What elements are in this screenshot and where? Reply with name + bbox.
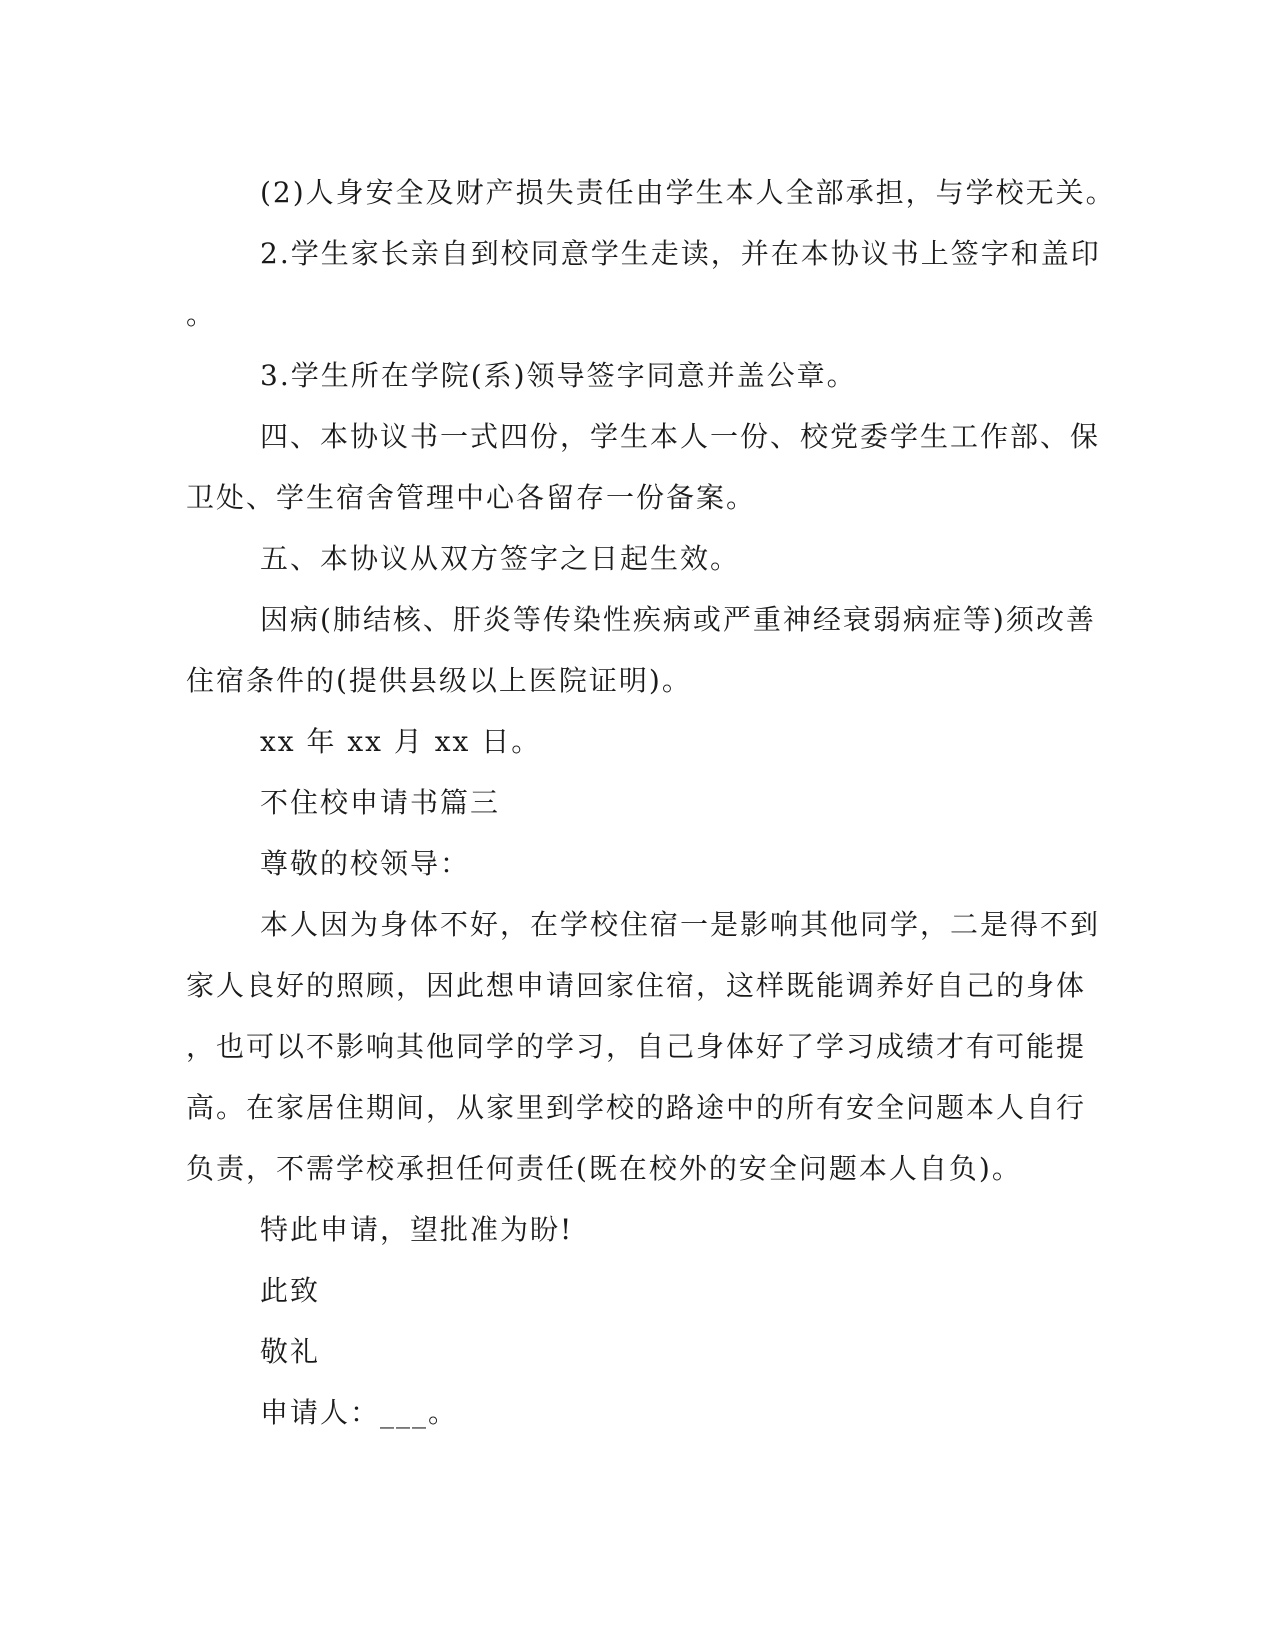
date-line: xx 年 xx 月 xx 日。 [260,725,542,758]
text-line: 负责，不需学校承担任何责任(既在校外的安全问题本人自负)。 [186,1152,1022,1185]
text-line: 2.学生家长亲自到校同意学生走读，并在本协议书上签字和盖印 [260,237,1101,270]
text-line: 四、本协议书一式四份，学生本人一份、校党委学生工作部、保 [260,420,1101,453]
text-line: 高。在家居住期间，从家里到学校的路途中的所有安全问题本人自行 [186,1091,1087,1124]
text-line: 本人因为身体不好，在学校住宿一是影响其他同学，二是得不到 [260,908,1101,941]
document-body [186,162,1116,1443]
text-line: ，也可以不影响其他同学的学习，自己身体好了学习成绩才有可能提 [186,1030,1087,1063]
text-line: 家人良好的照顾，因此想申请回家住宿，这样既能调养好自己的身体 [186,969,1087,1002]
salutation: 尊敬的校领导： [260,847,471,880]
closing-cizhi: 此致 [260,1274,321,1307]
text-line: 3.学生所在学院(系)领导签字同意并盖公章。 [260,359,857,392]
applicant-signature-line: 申请人：___。 [260,1396,459,1429]
text-line: 住宿条件的(提供县级以上医院证明)。 [186,664,692,697]
text-line: 五、本协议从双方签字之日起生效。 [260,542,741,575]
closing-request: 特此申请，望批准为盼! [260,1213,574,1246]
section-heading: 不住校申请书篇三 [260,786,501,819]
text-line: 。 [186,298,217,331]
text-line: (2)人身安全及财产损失责任由学生本人全部承担，与学校无关。 [260,176,1116,209]
text-line: 因病(肺结核、肝炎等传染性疾病或严重神经衰弱病症等)须改善 [260,603,1096,636]
closing-jingli: 敬礼 [260,1335,321,1368]
text-line: 卫处、学生宿舍管理中心各留存一份备案。 [186,481,757,514]
